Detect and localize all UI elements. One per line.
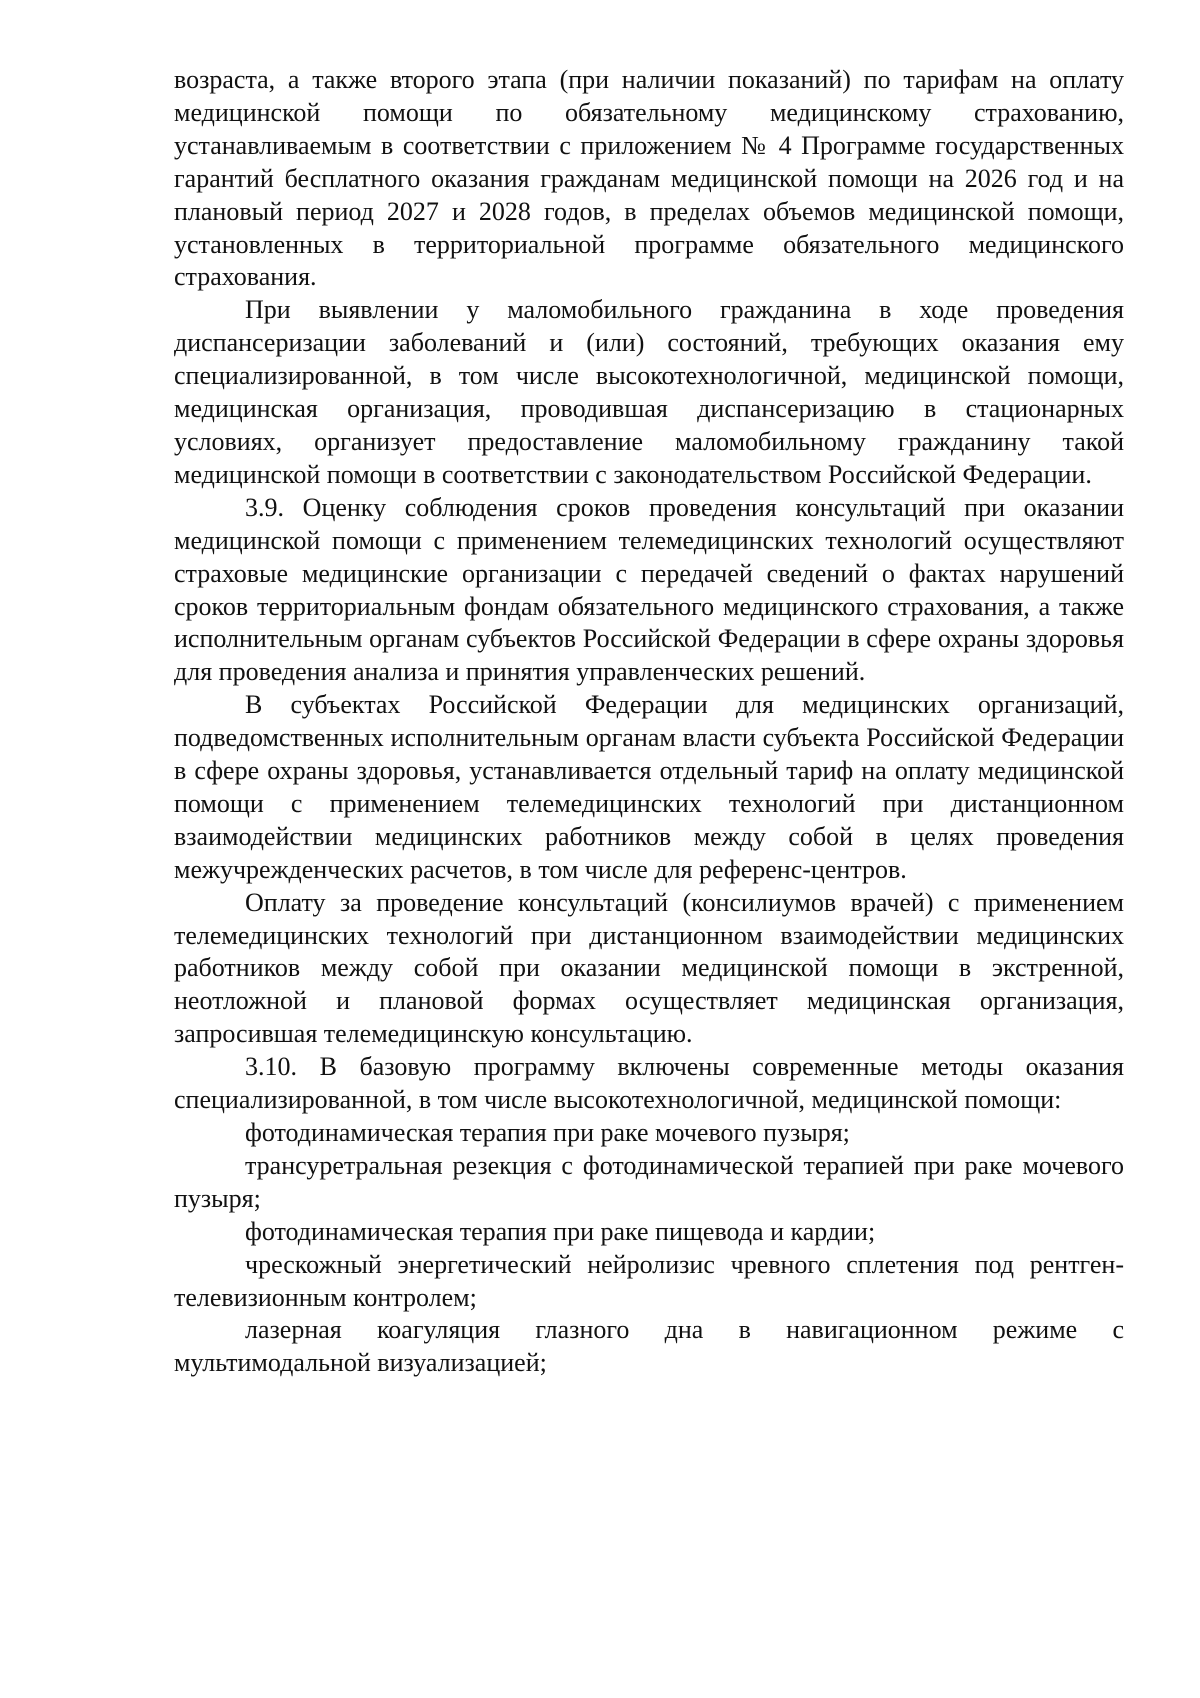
list-item: фотодинамическая терапия при раке мочевого пузыря; xyxy=(245,1118,850,1147)
paragraph-tariff: В субъектах Российской Федерации для медицинских организаций, подведомственных исполнительным органам власти субъекта Российской Федерации в сфере охраны здоровья, устанавливается отдельный тариф на оплату медицинской помощи с применением телемедицинских технологий при дистанционном взаимодействии медицинских работников между собой в целях проведения межучрежденческих расчетов, в том числе для референс-центров. xyxy=(174,690,1124,884)
list-item: чрескожный энергетический нейролизис чревного сплетения под рентген-телевизионным контролем; xyxy=(174,1249,1124,1312)
list-item: трансуретральная резекция с фотодинамической терапией при раке мочевого пузыря; xyxy=(174,1150,1124,1213)
paragraph-payment: Оплату за проведение консультаций (консилиумов врачей) с применением телемедицинских технологий при дистанционном взаимодействии медицинских работников между собой при оказании медицинской помощи в экстренной, неотложной и плановой формах осуществляет медицинская организация, запросившая телемедицинскую консультацию. xyxy=(174,887,1124,1049)
document-body xyxy=(174,64,1124,1380)
paragraph-3-10: 3.10. В базовую программу включены современные методы оказания специализированной, в том числе высокотехнологичной, медицинской помощи: xyxy=(174,1052,1124,1115)
list-item: фотодинамическая терапия при раке пищевода и кардии; xyxy=(245,1216,876,1246)
paragraph-low-mobility: При выявлении у маломобильного гражданина в ходе проведения диспансеризации заболеваний и (или) состояний, требующих оказания ему специализированной, в том числе высокотехнологичной, медицинской помощи, медицинская организация, проводившая диспансеризацию в стационарных условиях, организует предоставление маломобильному гражданину такой медицинской помощи в соответствии с законодательством Российской Федерации. xyxy=(174,295,1124,489)
paragraph-3-9: 3.9. Оценку соблюдения сроков проведения консультаций при оказании медицинской помощи с применением телемедицинских технологий осуществляют страховые медицинские организации с передачей сведений о фактах нарушений сроков территориальным фондам обязательного медицинского страхования, а также исполнительным органам субъектов Российской Федерации в сфере охраны здоровья для проведения анализа и принятия управленческих решений. xyxy=(174,492,1124,687)
paragraph-continuation: возраста, а также второго этапа (при наличии показаний) по тарифам на оплату медицинской помощи по обязательному медицинскому страхованию, устанавливаемым в соответствии с приложением № 4 Программе государственных гарантий бесплатного оказания гражданам медицинской помощи на 2026 год и на плановый период 2027 и 2028 годов, в пределах объемов медицинской помощи, установленных в территориальной программе обязательного медицинского страхования. xyxy=(174,65,1124,292)
list-item: лазерная коагуляция глазного дна в навигационном режиме с мультимодальной визуализацией; xyxy=(174,1315,1124,1378)
